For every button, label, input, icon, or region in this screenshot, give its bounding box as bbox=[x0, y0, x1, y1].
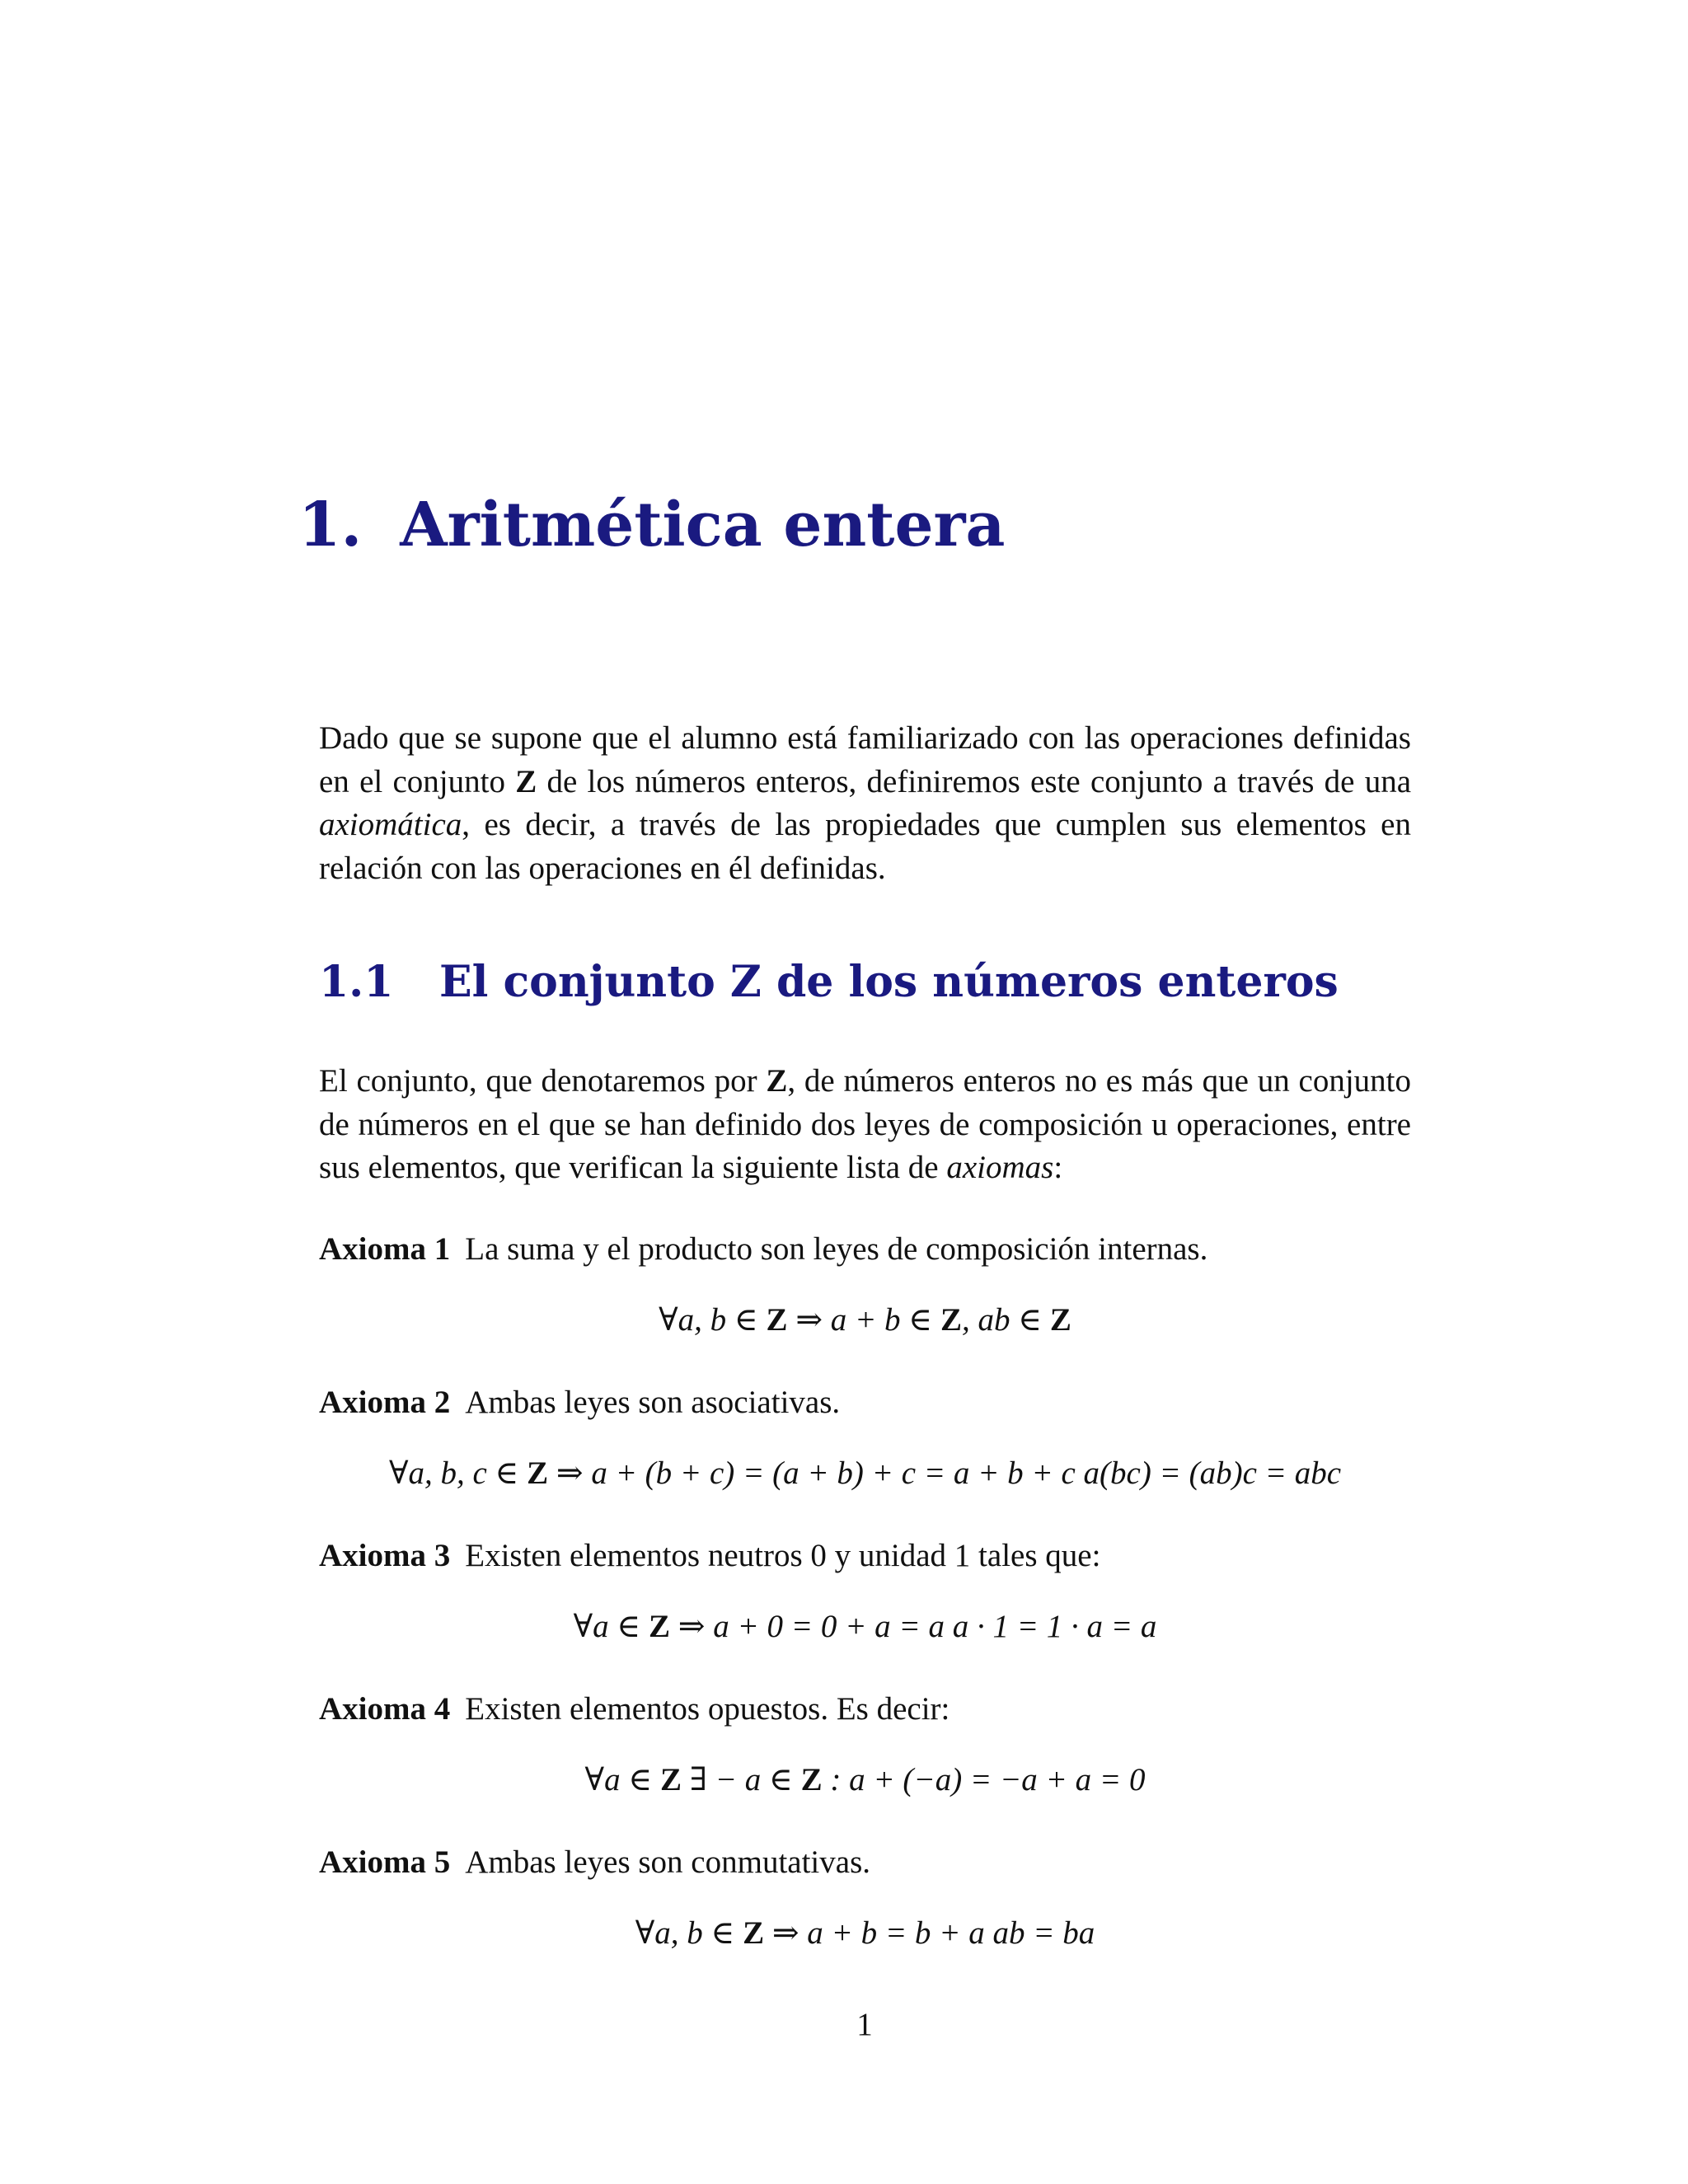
axiom-text: La suma y el producto son leyes de composición internas. bbox=[465, 1231, 1208, 1267]
intro-text-2: de los números enteros, definiremos este conjunto a través de una bbox=[537, 763, 1412, 799]
axiom-5 bbox=[319, 1841, 1411, 1884]
axiom-text: Ambas leyes son asociativas. bbox=[465, 1385, 841, 1420]
axiom-label: Axioma 5 bbox=[319, 1844, 451, 1880]
section-title bbox=[319, 957, 1339, 1007]
chapter-title-text: Aritmética entera bbox=[400, 490, 1006, 560]
axiom-text: Existen elementos neutros 0 y unidad 1 tales que: bbox=[465, 1538, 1101, 1573]
set-symbol-z: Z bbox=[515, 763, 537, 799]
axiom-5-formula: ∀a, b ∈ Z ⇒ a + b = b + a ab = ba bbox=[635, 1915, 1095, 1951]
axiom-2-formula: ∀a, b, c ∈ Z ⇒ a + (b + c) = (a + b) + c = a + b + c a(bc) = (ab)c = abc bbox=[388, 1455, 1342, 1491]
section-emphasis: axiomas bbox=[946, 1150, 1054, 1185]
axiom-4 bbox=[319, 1688, 1411, 1731]
axiom-text: Ambas leyes son conmutativas. bbox=[465, 1844, 870, 1880]
axiom-1-formula: ∀a, b ∈ Z ⇒ a + b ∈ Z, ab ∈ Z bbox=[659, 1302, 1071, 1338]
axiom-3-formula: ∀a ∈ Z ⇒ a + 0 = 0 + a = a a · 1 = 1 · a = a bbox=[573, 1609, 1157, 1644]
intro-text-3: , es decir, a través de las propiedades que cumplen sus elementos en relación con las operaciones en él definidas. bbox=[319, 807, 1411, 886]
chapter-number: 1. bbox=[298, 490, 363, 560]
axiom-1 bbox=[319, 1228, 1411, 1271]
axiom-label: Axioma 3 bbox=[319, 1538, 451, 1573]
section-number: 1.1 bbox=[319, 957, 394, 1007]
set-symbol-z: Z bbox=[766, 1063, 788, 1099]
axiom-label: Axioma 2 bbox=[319, 1385, 451, 1420]
section-text-3: : bbox=[1053, 1150, 1063, 1185]
section-title-text: El conjunto Z de los números enteros bbox=[439, 957, 1339, 1007]
section-text-2: , de números enteros no es más que un conjunto de números en el que se han definido dos leyes de composición u operaciones, entre sus elementos, que verifican la siguiente lista de bbox=[319, 1063, 1411, 1185]
intro-paragraph bbox=[319, 717, 1411, 890]
axiom-3 bbox=[319, 1535, 1411, 1577]
section-text-1: El conjunto, que denotaremos por bbox=[319, 1063, 767, 1099]
axiom-2 bbox=[319, 1381, 1411, 1424]
chapter-title bbox=[298, 490, 1006, 560]
intro-emphasis: axiomática bbox=[319, 807, 462, 842]
axiom-label: Axioma 1 bbox=[319, 1231, 451, 1267]
axiom-label: Axioma 4 bbox=[319, 1691, 451, 1727]
page-number: 1 bbox=[856, 2007, 873, 2042]
axiom-text: Existen elementos opuestos. Es decir: bbox=[465, 1691, 950, 1727]
intro-text-1: Dado que se supone que el alumno está familiarizado con las operaciones definidas en el conjunto bbox=[319, 720, 1411, 799]
axiom-4-formula: ∀a ∈ Z ∃ − a ∈ Z : a + (−a) = −a + a = 0 bbox=[584, 1762, 1146, 1797]
section-paragraph bbox=[319, 1060, 1411, 1190]
